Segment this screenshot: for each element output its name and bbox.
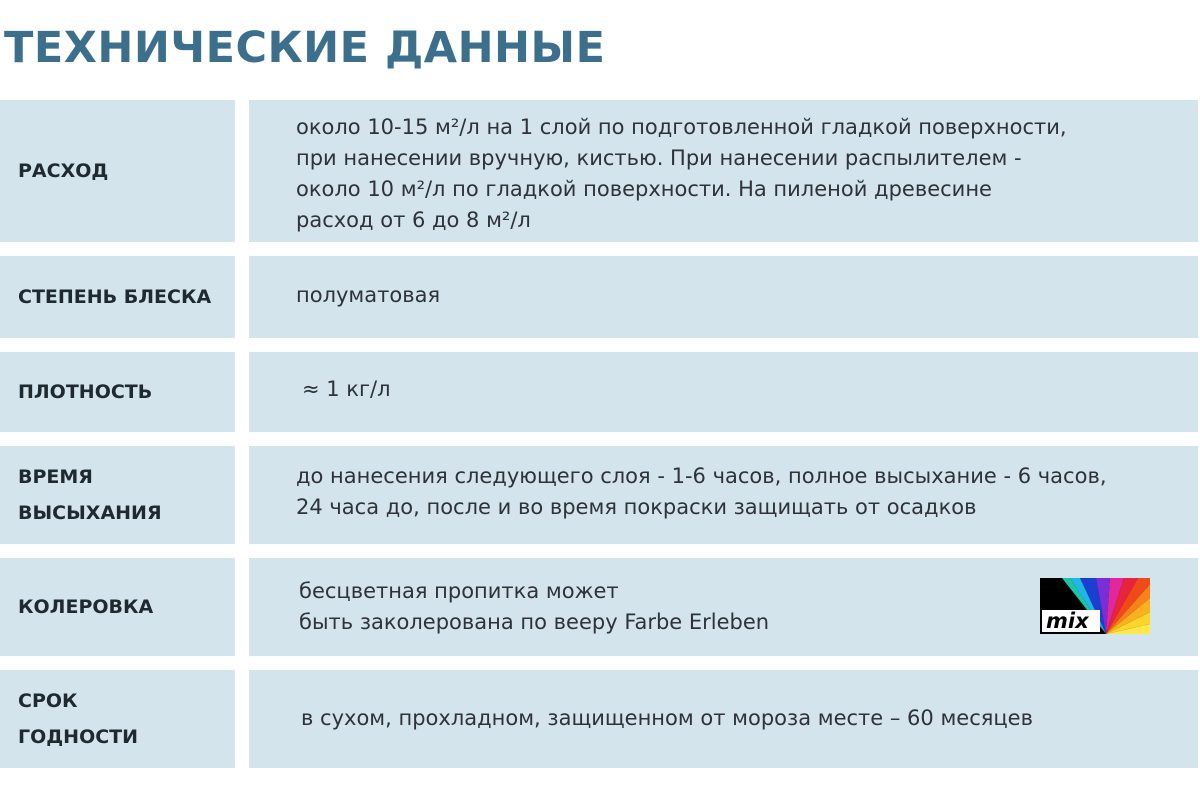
row-value-cell	[249, 446, 1198, 544]
row-label: РАСХОД	[18, 160, 109, 182]
row-value: в сухом, прохладном, защищенном от мороза месте – 60 месяцев	[301, 706, 1033, 730]
table-row-shelf-life	[0, 670, 1200, 768]
table-row-density	[0, 352, 1200, 432]
mix-logo-icon	[1040, 578, 1150, 634]
row-label: СТЕПЕНЬ БЛЕСКА	[18, 286, 212, 308]
row-label-cell	[0, 558, 235, 656]
row-label: ПЛОТНОСТЬ	[18, 381, 153, 403]
row-label: КОЛЕРОВКА	[18, 596, 154, 618]
page-title: ТЕХНИЧЕСКИЕ ДАННЫЕ	[4, 23, 606, 73]
row-label: СРОК ГОДНОСТИ	[18, 690, 139, 748]
row-value: бесцветная пропитка может быть заколерована по вееру Farbe Erleben	[299, 579, 770, 634]
row-value: около 10-15 м²/л на 1 слой по подготовленной гладкой поверхности, при нанесении вручную, кистью. При нанесении распылителем - около 10 м²/л по гладкой поверхности. На пиленой древесине расход от 6 до 8 м²/л	[296, 115, 1067, 232]
table-row-tinting	[0, 558, 1200, 656]
row-value-cell	[249, 670, 1198, 768]
table-row-drying-time	[0, 446, 1200, 544]
row-value-cell	[249, 558, 1198, 656]
row-value-cell	[249, 100, 1198, 242]
row-label-cell	[0, 446, 235, 544]
table-row-gloss	[0, 256, 1200, 338]
row-label-cell	[0, 352, 235, 432]
row-label-cell	[0, 256, 235, 338]
row-value: ≈ 1 кг/л	[302, 377, 391, 401]
mix-logo-text: mix	[1046, 609, 1089, 633]
row-value-cell	[249, 352, 1198, 432]
row-label: ВРЕМЯ ВЫСЫХАНИЯ	[18, 466, 162, 524]
row-value: до нанесения следующего слоя - 1-6 часов, полное высыхание - 6 часов, 24 часа до, после и во время покраски защищать от осадков	[296, 464, 1107, 519]
row-label-cell	[0, 100, 235, 242]
row-label-cell	[0, 670, 235, 768]
table-row-consumption	[0, 100, 1200, 242]
row-value: полуматовая	[296, 283, 441, 307]
row-value-cell	[249, 256, 1198, 338]
